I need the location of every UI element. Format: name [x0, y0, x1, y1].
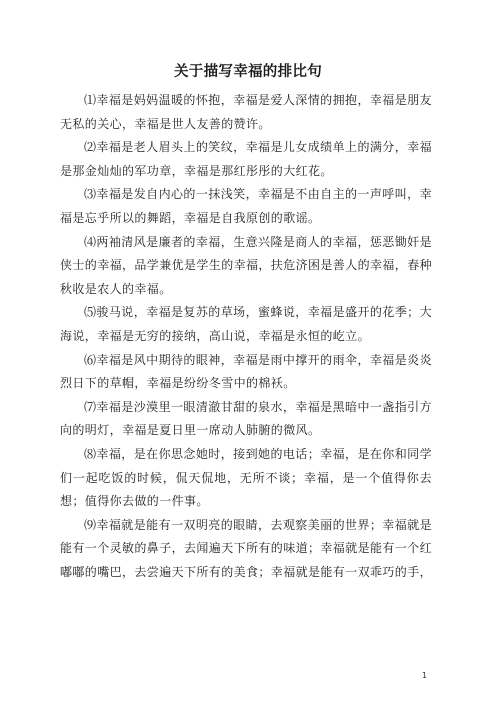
paragraph-4: ⑷两袖清风是廉者的幸福，生意兴隆是商人的幸福，惩恶锄奸是侠士的幸福，品学兼优是学生的幸福，扶危济困是善人的幸福，春种秋收是农人的幸福。: [60, 234, 433, 296]
paragraph-2: ⑵幸福是老人眉头上的笑纹，幸福是儿女成绩单上的满分，幸福是那金灿灿的军功章，幸福是那红彤彤的大红花。: [60, 140, 432, 178]
document-body: [60, 89, 432, 584]
paragraph-1: ⑴幸福是妈妈温暖的怀抱，幸福是爱人深情的拥抱，幸福是朋友无私的关心，幸福是世人友善的赞许。: [60, 93, 432, 131]
paragraph-3: ⑶幸福是发自内心的一抹浅笑，幸福是不由自主的一声呼叫，幸福是忘乎所以的舞蹈，幸福是自我原创的歌谣。: [60, 187, 432, 225]
paragraph-5: ⑸骏马说，幸福是复苏的草场，蜜蜂说，幸福是盛开的花季；大海说，幸福是无穷的接纳，高山说，幸福是永恒的屹立。: [60, 305, 432, 343]
paragraph-7: ⑺幸福是沙漠里一眼清澈甘甜的泉水，幸福是黑暗中一盏指引方向的明灯，幸福是夏日里一席动人肺腑的微风。: [60, 399, 432, 438]
paragraph-6: ⑹幸福是风中期待的眼神，幸福是雨中撑开的雨伞，幸福是炎炎烈日下的草帽，幸福是纷纷冬雪中的棉袄。: [60, 352, 432, 391]
paragraph-8: ⑻幸福，是在你思念她时，接到她的电话；幸福，是在你和同学们一起吃饭的时候，侃天侃地，无所不谈；幸福，是一个值得你去想；值得你去做的一件事。: [60, 446, 432, 509]
paragraph-9: ⑼幸福就是能有一双明亮的眼睛，去观察美丽的世界；幸福就是能有一个灵敏的鼻子，去闻遍天下所有的味道；幸福就是能有一个红嘟嘟的嘴巴，去尝遍天下所有的美食；幸福就是能有一双乖巧的手，: [60, 517, 433, 579]
page-number: 1: [422, 671, 428, 680]
document-title: 关于描写幸福的排比句: [174, 64, 322, 80]
